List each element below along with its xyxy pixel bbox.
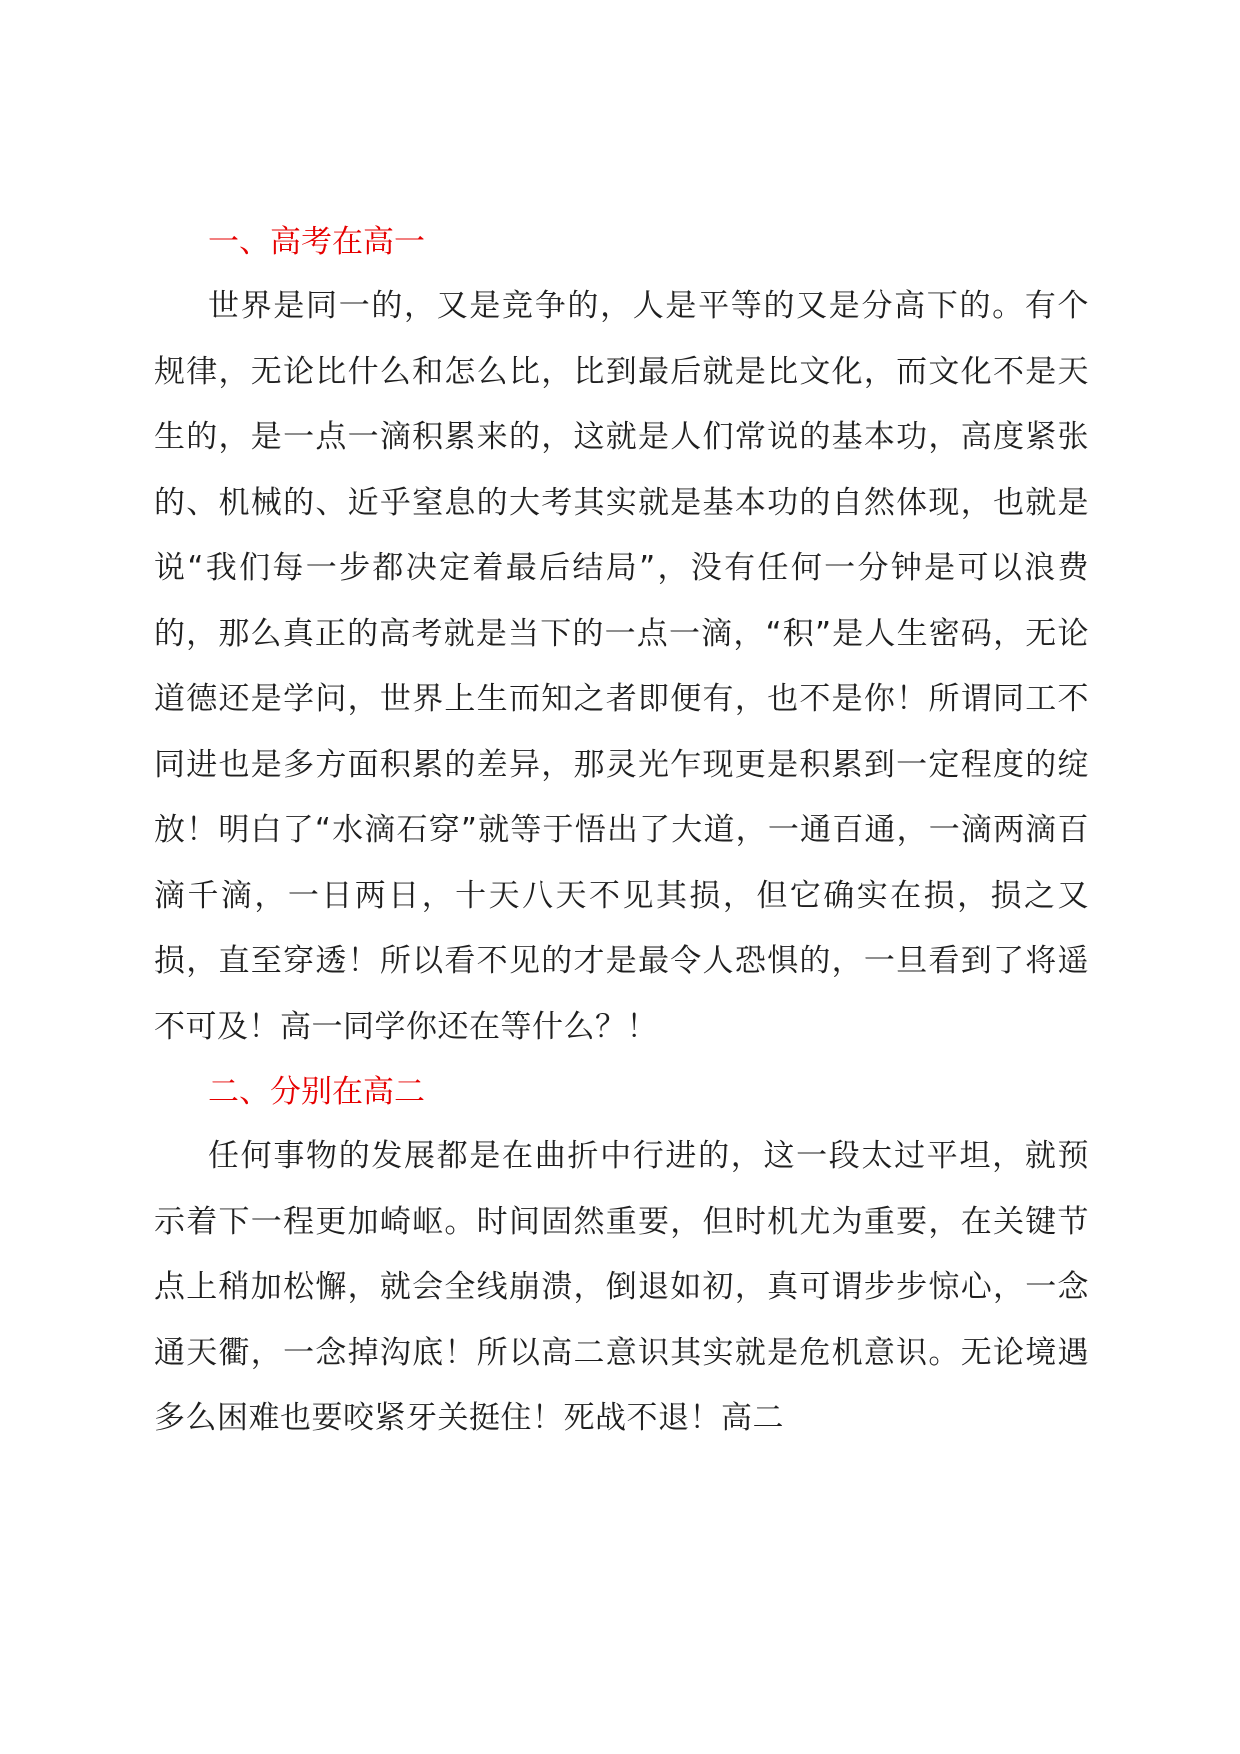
section-body-2: 任何事物的发展都是在曲折中行进的，这一段太过平坦，就预示着下一程更加崎岖。时间固然重要，但时机尤为重要，在关键节点上稍加松懈，就会全线崩溃，倒退如初，真可谓步步惊心，一念通天衢，一念掉沟底！所以高二意识其实就是危机意识。无论境遇多么困难也要咬紧牙关挺住！死战不退！高二 — [154, 1138, 1089, 1436]
document-content — [154, 210, 1089, 1452]
section-heading-1: 一、高考在高一 — [208, 224, 425, 260]
section-body-1: 世界是同一的，又是竞争的，人是平等的又是分高下的。有个规律，无论比什么和怎么比，比到最后就是比文化，而文化不是天生的，是一点一滴积累来的，这就是人们常说的基本功，高度紧张的、机械的、近乎窒息的大考其实就是基本功的自然体现，也就是说“我们每一步都决定着最后结局”，没有任何一分钟是可以浪费的，那么真正的高考就是当下的一点一滴，“积”是人生密码，无论道德还是学问，世界上生而知之者即便有，也不是你！所谓同工不同进也是多方面积累的差异，那灵光乍现更是积累到一定程度的绽放！明白了“水滴石穿”就等于悟出了大道，一通百通，一滴两滴百滴千滴，一日两日，十天八天不见其损，但它确实在损，损之又损，直至穿透！所以看不见的才是最令人恐惧的，一旦看到了将遥不可及！高一同学你还在等什么？！ — [154, 288, 1089, 1045]
section-heading-2: 二、分别在高二 — [208, 1074, 425, 1110]
